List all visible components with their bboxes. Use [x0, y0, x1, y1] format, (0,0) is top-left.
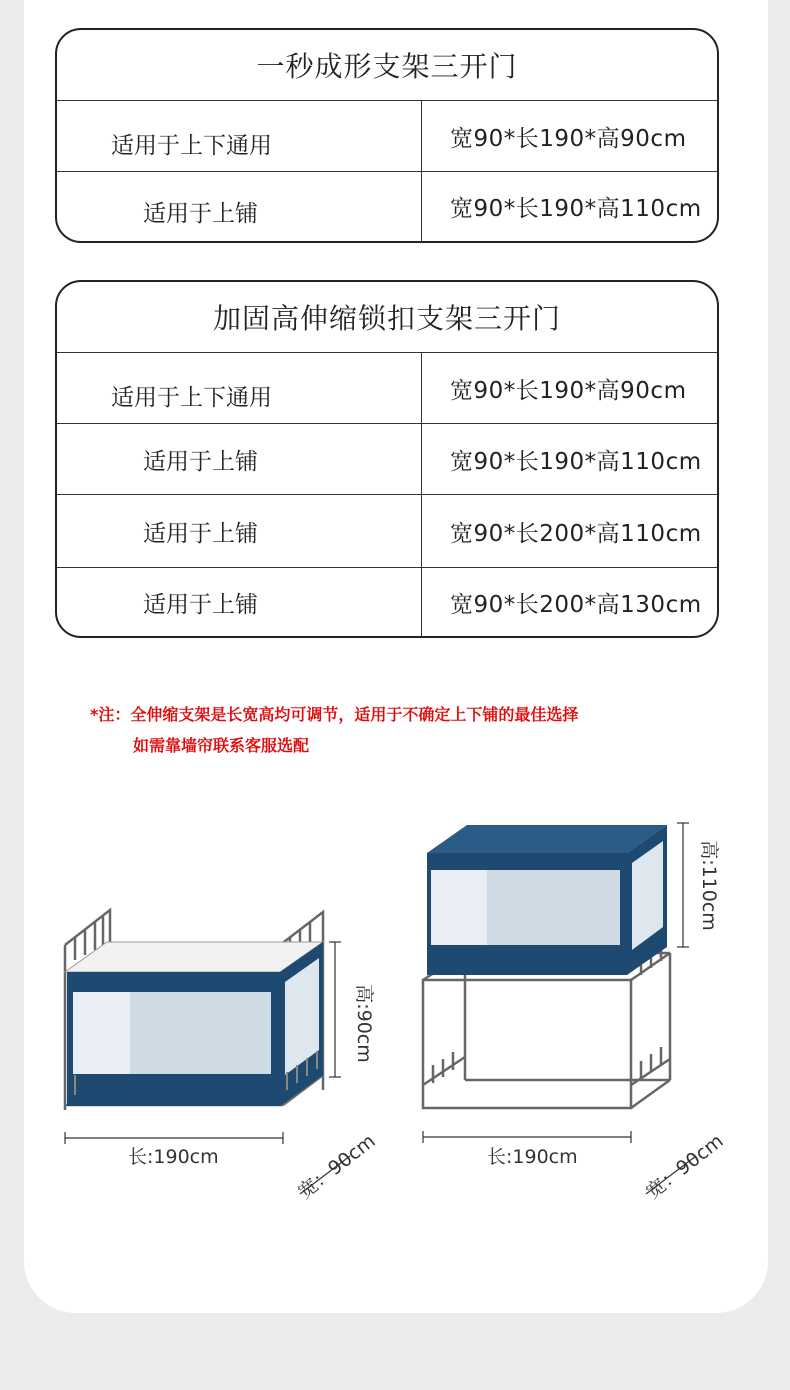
note-line-2: 如需靠墙帘联系客服选配 [133, 736, 310, 755]
table-row [57, 567, 717, 636]
spec-table-1 [55, 28, 719, 243]
table-row [57, 101, 717, 171]
use-cell: 适用于上铺 [57, 495, 422, 567]
use-cell: 适用于上铺 [57, 172, 422, 241]
use-cell: 适用于上下通用 [57, 101, 422, 171]
table-row [57, 171, 717, 241]
left-height-label: 高:90cm [352, 984, 375, 1063]
size-cell: 宽90*长190*高90cm [450, 125, 687, 152]
size-cell: 宽90*长190*高110cm [450, 196, 702, 222]
use-cell: 适用于上铺 [57, 424, 422, 494]
size-cell: 宽90*长190*高90cm [450, 377, 687, 404]
bed-diagram-upper [415, 815, 700, 1145]
left-width-label: 宽：90cm [294, 1129, 380, 1204]
left-length-label: 长:190cm [128, 1146, 219, 1168]
size-cell: 宽90*长200*高110cm [450, 520, 702, 547]
note-line-1: *注：全伸缩支架是长宽高均可调节，适用于不确定上下铺的最佳选择 [90, 705, 579, 724]
spec-table-2 [55, 280, 719, 638]
right-height-label: 高:110cm [697, 840, 720, 931]
table-row [57, 494, 717, 567]
size-cell: 宽90*长190*高110cm [450, 448, 702, 475]
right-width-label: 宽：90cm [642, 1129, 728, 1204]
bed-diagram-lower [55, 900, 365, 1150]
size-cell: 宽90*长200*高130cm [450, 591, 702, 618]
right-length-label: 长:190cm [487, 1146, 578, 1168]
use-cell: 适用于上铺 [57, 568, 422, 636]
table-1-title: 一秒成形支架三开门 [57, 30, 717, 101]
table-row [57, 423, 717, 494]
use-cell: 适用于上下通用 [57, 353, 422, 423]
table-row [57, 353, 717, 423]
table-2-title: 加固高伸缩锁扣支架三开门 [57, 282, 717, 353]
